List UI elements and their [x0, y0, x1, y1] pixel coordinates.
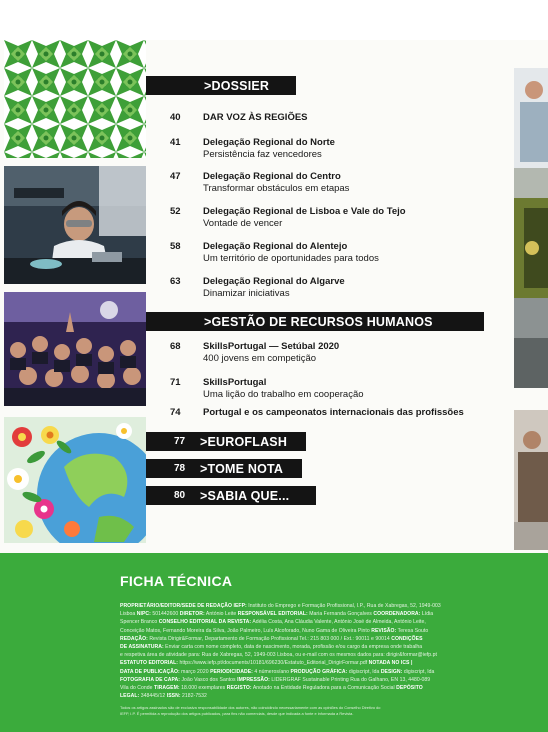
globe-flowers-image	[4, 417, 146, 543]
edge-photo-3	[514, 298, 548, 388]
ficha-line	[120, 668, 440, 676]
ficha-value: e respetiva área de atividade para: Rua de Xabregas, 52, 1949-003 Lisboa, ou e-mail com os mesmos dados para: dirigir&formar@iefp.pt	[120, 652, 437, 659]
ficha-label: PERIODICIDADE:	[210, 668, 253, 675]
ficha-value: https://www.iefp.pt/documents/10181/696230/Estatuto_Editorial_DirigirFormar.pdf	[178, 660, 369, 667]
ficha-label: ISSN:	[166, 693, 181, 700]
toc-title: DAR VOZ ÀS REGIÕES	[203, 112, 308, 123]
section-title: >SABIA QUE...	[200, 488, 290, 503]
ficha-label: DESIGN:	[380, 668, 403, 675]
geometric-pattern-graphic	[4, 40, 146, 158]
section-bar-sabia-que[interactable]	[146, 486, 316, 505]
section-title-gestao: >GESTÃO DE RECURSOS HUMANOS	[204, 314, 433, 329]
ficha-value: 18.000 exemplares	[179, 685, 227, 692]
edge-photo-4-graphic	[514, 410, 548, 550]
toc-page: 40	[170, 112, 181, 123]
toc-subtitle: 400 jovens em competição	[203, 353, 317, 364]
edge-photo-4	[514, 410, 548, 550]
ficha-label: COORDENADORA:	[373, 611, 421, 618]
ficha-value: Anotado na Entidade Reguladora para a Comunicação Social	[251, 685, 397, 692]
section-title-dossier: >DOSSIER	[204, 78, 270, 93]
section-title: >TOME NOTA	[200, 461, 284, 476]
ficha-value: digiscript, lda	[347, 668, 381, 675]
section-bar-euroflash[interactable]	[146, 432, 306, 451]
edge-photo-1	[514, 68, 548, 198]
ficha-label: CONDIÇÕES	[391, 635, 423, 642]
edge-photo-3-graphic	[514, 298, 548, 388]
ficha-label: TIRAGEM:	[154, 685, 180, 692]
ficha-value: João Vasco dos Santos	[180, 676, 238, 683]
ficha-label: REGISTO:	[226, 685, 252, 692]
toc-entry[interactable]	[170, 276, 490, 302]
toc-subtitle: Um território de oportunidades para todos	[203, 253, 379, 264]
section-bar-dossier	[146, 76, 296, 95]
ficha-line	[120, 659, 440, 667]
toc-page: 63	[170, 276, 181, 287]
ficha-value: Maria Fernanda Gonçalves	[307, 611, 374, 618]
ficha-label: CONSELHO EDITORIAL DA REVISTA:	[158, 619, 252, 626]
ficha-title: FICHA TÉCNICA	[120, 573, 233, 589]
ficha-label: PRODUÇÃO GRÁFICA:	[290, 668, 348, 675]
ficha-label: LEGAL:	[120, 693, 140, 700]
toc-subtitle: Persistência faz vencedores	[203, 149, 322, 160]
toc-entry[interactable]	[170, 206, 490, 232]
toc-subtitle: Dinamizar iniciativas	[203, 288, 290, 299]
ficha-value: LIDERGRAF Sustainable Printing Rua do Galhano, EN 13, 4480-089	[269, 676, 431, 683]
ficha-value: março 2020	[179, 668, 211, 675]
ficha-label: ESTATUTO EDITORIAL:	[120, 660, 179, 667]
ficha-value: Adélia Costa, Ana Cláudia Valente, António José de Almeida, António Leite,	[251, 619, 426, 626]
ficha-value: Teresa Souto	[396, 627, 429, 634]
ficha-value: António Leite	[204, 611, 238, 618]
toc-subtitle: Transformar obstáculos em etapas	[203, 183, 350, 194]
ficha-label: REVISÃO:	[371, 627, 397, 634]
toc-title: Delegação Regional de Lisboa e Vale do Tejo	[203, 206, 406, 217]
ficha-value: 4 números/ano	[252, 668, 291, 675]
ficha-label: DE ASSINATURA:	[120, 644, 164, 651]
ficha-line	[120, 692, 440, 700]
toc-page: 47	[170, 171, 181, 182]
toc-title: Delegação Regional do Algarve	[203, 276, 345, 287]
ficha-line	[120, 618, 440, 626]
ficha-footnote	[120, 705, 445, 717]
ficha-label: DEPÓSITO	[396, 685, 423, 692]
ficha-value: Enviar carta com nome completo, data de nascimento, morada, profissão e/ou cargo da empresa onde trabalha	[163, 644, 423, 651]
ficha-value: 348445/12	[139, 693, 167, 700]
toc-page: 52	[170, 206, 181, 217]
toc-title: SkillsPortugal — Setúbal 2020	[203, 341, 340, 352]
ficha-label: DIRETOR:	[179, 611, 205, 618]
ficha-value: Spencer Branco	[120, 619, 159, 626]
section-bar-gestao	[146, 312, 484, 331]
ficha-line	[120, 643, 440, 651]
crowd-illustration	[4, 292, 146, 406]
toc-title: Portugal e os campeonatos internacionais das profissões	[203, 407, 464, 418]
section-bar-tome-nota[interactable]	[146, 459, 302, 478]
toc-page: 71	[170, 377, 181, 388]
toc-entry[interactable]	[170, 137, 490, 163]
toc-entry[interactable]	[170, 341, 490, 367]
ficha-value: digiscript, lda	[402, 668, 435, 675]
toc-entry[interactable]	[170, 377, 490, 403]
lab-illustration	[4, 166, 146, 284]
toc-entry[interactable]	[170, 112, 490, 126]
toc-page: 74	[170, 407, 181, 418]
section-page: 77	[174, 436, 186, 447]
ficha-label: PROPRIETÁRIO/EDITOR/SEDE DE REDAÇÃO IEFP:	[120, 603, 247, 609]
ficha-label: DATA DE PUBLICAÇÃO:	[120, 668, 180, 675]
ficha-value: Revista Dirigir&Formar, Departamento de Formação Profissional Tel.: 215 803 000 / Ext.: 90011 e 90014	[147, 635, 392, 642]
ficha-value: Lídia	[420, 611, 434, 618]
ficha-value: Instituto do Emprego e Formação Profissional, I.P., Rua de Xabregas, 52, 1949-003	[246, 603, 441, 609]
toc-entry[interactable]	[170, 171, 490, 197]
ficha-line	[120, 651, 440, 659]
green-pattern-image	[4, 40, 146, 158]
ficha-value: Vila do Conde	[120, 685, 155, 692]
section-page: 78	[174, 463, 186, 474]
skills-crowd-photo	[4, 292, 146, 406]
ficha-line	[120, 602, 440, 610]
toc-entry[interactable]	[170, 241, 490, 267]
toc-subtitle: Uma lição do trabalho em cooperação	[203, 389, 364, 400]
ficha-value: Conceição Matos, Fernando Moreira da Silva, João Palmeiro, Luís Alcoforado, Nuno Gama de Oliveira Pinto	[120, 627, 372, 634]
ficha-line	[120, 610, 440, 618]
toc-title: Delegação Regional do Centro	[203, 171, 341, 182]
top-margin	[0, 0, 548, 40]
ficha-value: 501442600	[150, 611, 180, 618]
ficha-label: FOTOGRAFIA DE CAPA:	[120, 676, 180, 683]
ficha-body	[120, 602, 440, 700]
edge-photo-2-graphic	[514, 198, 548, 298]
ficha-line	[120, 635, 440, 643]
ficha-label: RESPONSÁVEL EDITORIAL:	[237, 611, 308, 618]
ficha-line	[120, 676, 440, 684]
edge-photo-2	[514, 198, 548, 298]
ficha-value: 2182-7532	[180, 693, 207, 700]
toc-title: Delegação Regional do Alentejo	[203, 241, 348, 252]
toc-subtitle: Vontade de vencer	[203, 218, 283, 229]
toc-page: 58	[170, 241, 181, 252]
ficha-value: Lisboa	[120, 611, 137, 618]
section-title: >EUROFLASH	[200, 434, 288, 449]
toc-page: 68	[170, 341, 181, 352]
toc-title: Delegação Regional do Norte	[203, 137, 335, 148]
ficha-line	[120, 684, 440, 692]
toc-title: SkillsPortugal	[203, 377, 267, 388]
toc-entry[interactable]	[170, 407, 490, 421]
ficha-label: IMPRESSÃO:	[237, 676, 270, 683]
ficha-label: NIPC:	[136, 611, 151, 618]
ficha-footnote-line: Todos os artigos assinados são de exclusiva responsabilidade dos autores, não coincidindo necessariamente com as opiniões do Conselho Diretivo do	[120, 705, 381, 710]
ficha-label: NOTADA NO ICS |	[368, 660, 413, 667]
toc-page: 41	[170, 137, 181, 148]
ficha-line	[120, 627, 440, 635]
laboratory-photo	[4, 166, 146, 284]
globe-illustration	[4, 417, 146, 543]
ficha-label: REDAÇÃO:	[120, 635, 148, 642]
ficha-footnote-line: IEFP, I.P. É permitida a reprodução dos artigos publicados, para fins não comerciais, desde que indicada a fonte e informada a Revista.	[120, 711, 354, 716]
edge-photo-1-graphic	[514, 68, 548, 198]
section-page: 80	[174, 490, 186, 501]
ficha-tecnica-band	[0, 553, 548, 732]
